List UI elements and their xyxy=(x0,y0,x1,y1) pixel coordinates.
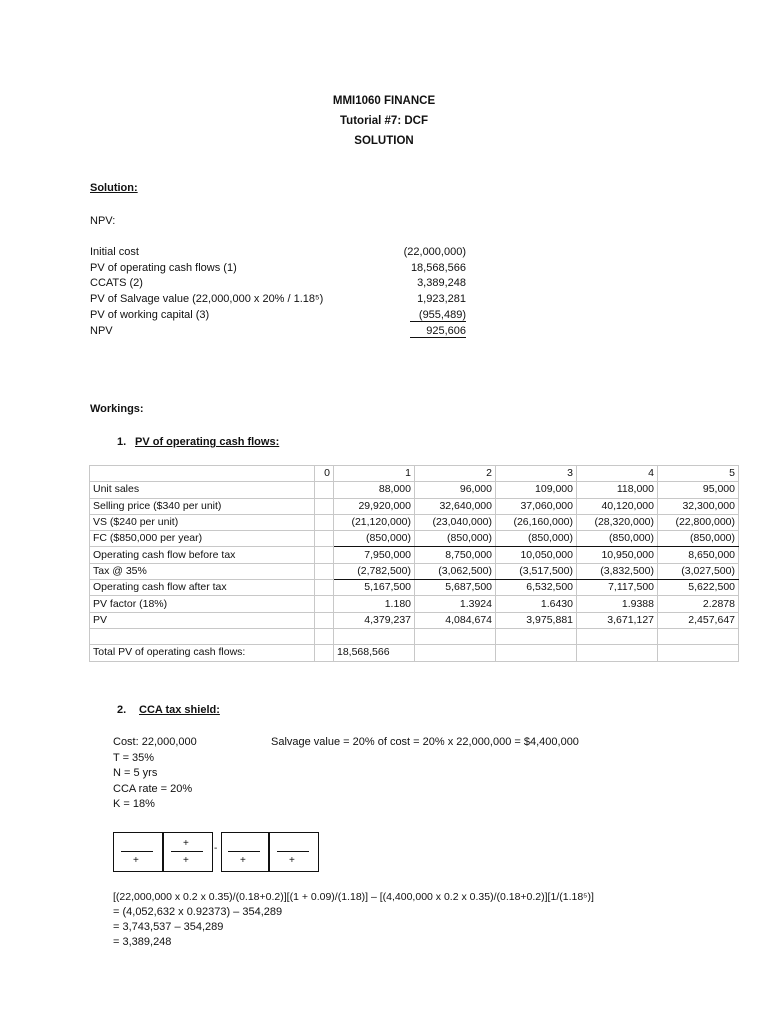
table-cell-empty xyxy=(315,628,334,644)
table-row-label: PV xyxy=(90,612,315,628)
calc-line: [(22,000,000 x 0.2 x 0.35)/(0.18+0.2)][(1 + 0.09)/(1.18)] – [(4,400,000 x 0.2 x 0.35)/(0.18+0.2)][1/(1.18⁵)] xyxy=(113,891,594,903)
table-cell xyxy=(315,563,334,579)
document-solution-label: SOLUTION xyxy=(354,135,414,147)
table-cell: (2,782,500) xyxy=(334,563,415,579)
table-row-label: Operating cash flow after tax xyxy=(90,580,315,596)
npv-row-label: Initial cost xyxy=(90,246,139,258)
table-row xyxy=(90,612,739,628)
table-column-header: 1 xyxy=(334,466,415,482)
table-cell xyxy=(315,596,334,612)
plus-sign: + xyxy=(133,855,139,866)
npv-row-label: PV of operating cash flows (1) xyxy=(90,262,237,274)
npv-row-label: CCATS (2) xyxy=(90,277,143,289)
table-cell: (3,062,500) xyxy=(415,563,496,579)
table-column-header: 3 xyxy=(496,466,577,482)
formula-bracket xyxy=(113,832,163,872)
table-cell: (28,320,000) xyxy=(577,514,658,530)
salvage-value-note: Salvage value = 20% of cost = 20% x 22,000,000 = $4,400,000 xyxy=(271,736,579,748)
table-row-label: FC ($850,000 per year) xyxy=(90,531,315,547)
formula-bracket xyxy=(269,832,319,872)
param-discount-rate: K = 18% xyxy=(113,798,155,810)
table-row xyxy=(90,531,739,547)
table-cell: 1.3924 xyxy=(415,596,496,612)
section-2-number: 2. xyxy=(117,704,127,716)
table-cell: (3,832,500) xyxy=(577,563,658,579)
table-cell: 1.6430 xyxy=(496,596,577,612)
table-row-label: VS ($240 per unit) xyxy=(90,514,315,530)
table-spacer-row xyxy=(90,628,739,644)
calc-line: = (4,052,632 x 0.92373) – 354,289 xyxy=(113,906,283,918)
table-cell-empty xyxy=(315,645,334,661)
param-cost: Cost: 22,000,000 xyxy=(113,736,197,748)
table-cell-empty xyxy=(90,628,315,644)
table-cell-empty xyxy=(496,645,577,661)
fraction-line xyxy=(228,851,260,852)
table-cell: 5,167,500 xyxy=(334,580,415,596)
plus-sign: + xyxy=(289,855,295,866)
plus-sign: + xyxy=(183,838,189,849)
table-cell: 29,920,000 xyxy=(334,498,415,514)
param-years: N = 5 yrs xyxy=(113,767,158,779)
table-cell-empty xyxy=(415,645,496,661)
table-cell: 1.180 xyxy=(334,596,415,612)
table-cell: 5,622,500 xyxy=(658,580,739,596)
table-cell xyxy=(315,514,334,530)
table-cell: 6,532,500 xyxy=(496,580,577,596)
document-tutorial-title: Tutorial #7: DCF xyxy=(340,115,428,127)
table-cell xyxy=(315,498,334,514)
calc-line: = 3,743,537 – 354,289 xyxy=(113,921,224,933)
table-cell-empty xyxy=(334,628,415,644)
table-cell: 4,084,674 xyxy=(415,612,496,628)
table-row-label: Operating cash flow before tax xyxy=(90,547,315,563)
table-cell: 1.9388 xyxy=(577,596,658,612)
table-cell: 5,687,500 xyxy=(415,580,496,596)
table-cell: 3,975,881 xyxy=(496,612,577,628)
npv-row-value: (955,489) xyxy=(410,309,466,322)
ccats-formula-template xyxy=(113,830,323,874)
table-cell: 2,457,647 xyxy=(658,612,739,628)
fraction-line xyxy=(277,851,309,852)
table-cell: (23,040,000) xyxy=(415,514,496,530)
table-header-blank xyxy=(90,466,315,482)
formula-bracket xyxy=(221,832,269,872)
table-cell: 118,000 xyxy=(577,482,658,498)
table-row-label: PV factor (18%) xyxy=(90,596,315,612)
table-row xyxy=(90,563,739,579)
table-cell xyxy=(315,531,334,547)
table-cell: 10,050,000 xyxy=(496,547,577,563)
table-row-label: Unit sales xyxy=(90,482,315,498)
table-cell-empty xyxy=(577,628,658,644)
table-cell: 4,379,237 xyxy=(334,612,415,628)
table-cell: (850,000) xyxy=(577,531,658,547)
table-total-row xyxy=(90,645,739,661)
table-cell-empty xyxy=(496,628,577,644)
table-cell: 8,650,000 xyxy=(658,547,739,563)
table-cell xyxy=(315,547,334,563)
table-cell: (850,000) xyxy=(334,531,415,547)
table-cell: (26,160,000) xyxy=(496,514,577,530)
document-course-title: MMI1060 FINANCE xyxy=(332,95,436,107)
table-cell: 2.2878 xyxy=(658,596,739,612)
table-cell-empty xyxy=(577,645,658,661)
param-tax-rate: T = 35% xyxy=(113,752,155,764)
table-row xyxy=(90,580,739,596)
table-cell: 32,300,000 xyxy=(658,498,739,514)
table-total-value: 18,568,566 xyxy=(334,645,415,661)
table-cell-empty xyxy=(415,628,496,644)
table-row xyxy=(90,547,739,563)
table-column-header: 4 xyxy=(577,466,658,482)
table-column-header: 5 xyxy=(658,466,739,482)
npv-row-label: NPV xyxy=(90,325,113,337)
fraction-line xyxy=(171,851,203,852)
table-cell xyxy=(315,612,334,628)
table-column-header: 2 xyxy=(415,466,496,482)
npv-heading: NPV: xyxy=(90,215,116,227)
npv-row-label: PV of working capital (3) xyxy=(90,309,210,321)
npv-total-value: 925,606 xyxy=(410,325,466,338)
table-cell-empty xyxy=(658,628,739,644)
param-cca-rate: CCA rate = 20% xyxy=(113,783,193,795)
table-cell: (850,000) xyxy=(496,531,577,547)
table-cell-empty xyxy=(658,645,739,661)
table-cell: 40,120,000 xyxy=(577,498,658,514)
table-column-header: 0 xyxy=(315,466,334,482)
table-row xyxy=(90,514,739,530)
table-row xyxy=(90,498,739,514)
table-cell xyxy=(315,482,334,498)
workings-heading: Workings: xyxy=(90,403,144,415)
fraction-line xyxy=(121,851,153,852)
table-cell xyxy=(315,580,334,596)
plus-sign: + xyxy=(240,855,246,866)
table-cell: (3,517,500) xyxy=(496,563,577,579)
solution-heading: Solution: xyxy=(90,182,138,194)
table-row xyxy=(90,596,739,612)
table-cell: (850,000) xyxy=(415,531,496,547)
section-2-title: CCA tax shield: xyxy=(139,704,220,716)
npv-row-value: 18,568,566 xyxy=(410,262,466,274)
table-cell: (21,120,000) xyxy=(334,514,415,530)
table-cell: 88,000 xyxy=(334,482,415,498)
table-cell: 3,671,127 xyxy=(577,612,658,628)
table-cell: 7,950,000 xyxy=(334,547,415,563)
table-cell: (22,800,000) xyxy=(658,514,739,530)
table-total-label: Total PV of operating cash flows: xyxy=(90,645,315,661)
npv-row-value: 1,923,281 xyxy=(417,293,466,305)
operating-cash-flow-table xyxy=(89,465,739,662)
table-cell: 95,000 xyxy=(658,482,739,498)
table-cell: (3,027,500) xyxy=(658,563,739,579)
table-row xyxy=(90,482,739,498)
table-cell: 8,750,000 xyxy=(415,547,496,563)
table-row-label: Tax @ 35% xyxy=(90,563,315,579)
table-cell: 7,117,500 xyxy=(577,580,658,596)
table-cell: 32,640,000 xyxy=(415,498,496,514)
section-1-title: PV of operating cash flows: xyxy=(135,436,280,448)
plus-sign: + xyxy=(183,855,189,866)
npv-row-value: 3,389,248 xyxy=(417,277,466,289)
npv-row-label: PV of Salvage value (22,000,000 x 20% / 1.18⁵) xyxy=(90,293,324,305)
table-cell: 10,950,000 xyxy=(577,547,658,563)
calc-result: = 3,389,248 xyxy=(113,936,172,948)
table-cell: 96,000 xyxy=(415,482,496,498)
table-cell: 109,000 xyxy=(496,482,577,498)
table-cell: 37,060,000 xyxy=(496,498,577,514)
table-cell: (850,000) xyxy=(658,531,739,547)
table-row-label: Selling price ($340 per unit) xyxy=(90,498,315,514)
minus-sign: - xyxy=(214,843,218,854)
section-1-number: 1. xyxy=(117,436,127,448)
table-header-row xyxy=(90,466,739,482)
npv-row-value: (22,000,000) xyxy=(403,246,466,258)
